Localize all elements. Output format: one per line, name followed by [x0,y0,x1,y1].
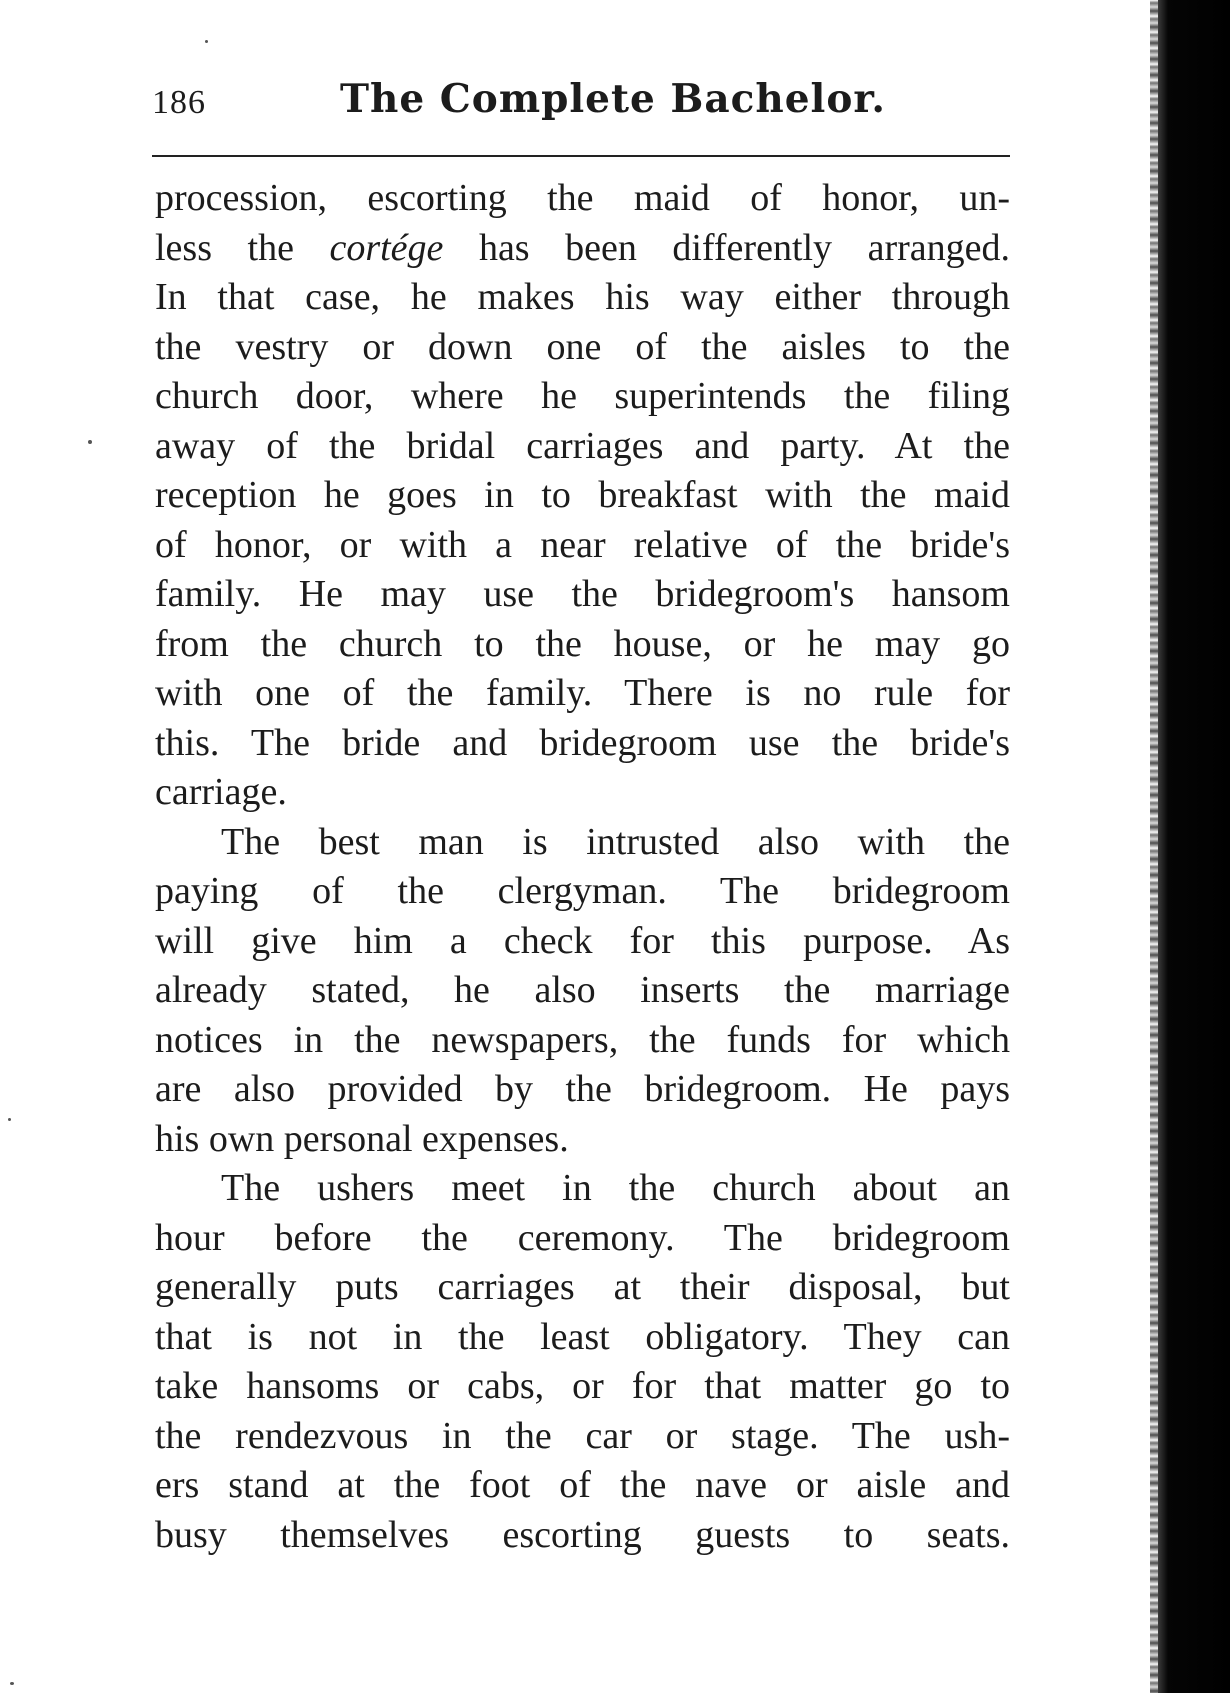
text-line: church door, where he superintends the filing [155,375,1010,417]
text-line: hour before the ceremony. The bridegroom [155,1216,1010,1259]
text-line: procession, escorting the maid of honor, un- [155,177,1010,219]
text-line: will give him a check for this purpose. As [155,919,1010,962]
text-line: the rendezvous in the car or stage. The ush- [155,1414,1010,1457]
text-line: take hansoms or cabs, or for that matter go to [155,1365,1010,1407]
book-title: The Complete Bachelor. [340,76,886,122]
text-line: from the church to the house, or he may go [155,622,1010,665]
text-line: the vestry or down one of the aisles to the [155,325,1010,368]
italic-word: cortége [329,226,444,269]
text-line: ers stand at the foot of the nave or aisle and [155,1464,1010,1506]
text-line: The best man is intrusted also with the [221,820,1010,863]
running-head [152,70,1010,140]
text-line: generally puts carriages at their disposal, but [155,1266,1010,1308]
paragraph-2 [155,818,1010,1165]
paragraph-1 [155,174,1010,818]
text-line: paying of the clergyman. The bridegroom [155,870,1010,912]
text-line: with one of the family. There is no rule for [155,672,1010,714]
text-line [155,224,1010,274]
page-number: 186 [152,84,206,121]
text-line: The ushers meet in the church about an [221,1167,1010,1209]
text-line: that is not in the least obligatory. They can [155,1315,1010,1358]
text-line: busy themselves escorting guests to seats. [155,1513,1010,1556]
text-line: already stated, he also inserts the marriage [155,969,1010,1011]
header-rule [152,155,1010,157]
text-line: notices in the newspapers, the funds for which [155,1018,1010,1061]
paragraph-3 [155,1164,1010,1560]
scan-binding-shadow [1158,0,1230,1693]
text-segment: has been differently arranged. [443,226,1010,269]
text-line: of honor, or with a near relative of the bride's [155,523,1010,566]
scan-speck [205,40,208,43]
text-line: In that case, he makes his way either through [155,276,1010,318]
text-segment: less the [155,226,330,269]
text-line: are also provided by the bridegroom. He pays [155,1068,1010,1110]
scan-speck [8,1118,11,1121]
scan-speck [10,1682,14,1685]
text-line: his own personal expenses. [155,1117,569,1160]
text-line: this. The bride and bridegroom use the bride's [155,721,1010,764]
body-text [155,174,1010,1560]
text-line: carriage. [155,771,287,813]
text-line: away of the bridal carriages and party. At the [155,424,1010,467]
text-line: family. He may use the bridegroom's hansom [155,573,1010,615]
text-line: reception he goes in to breakfast with the maid [155,474,1010,516]
scan-speck [88,440,92,444]
